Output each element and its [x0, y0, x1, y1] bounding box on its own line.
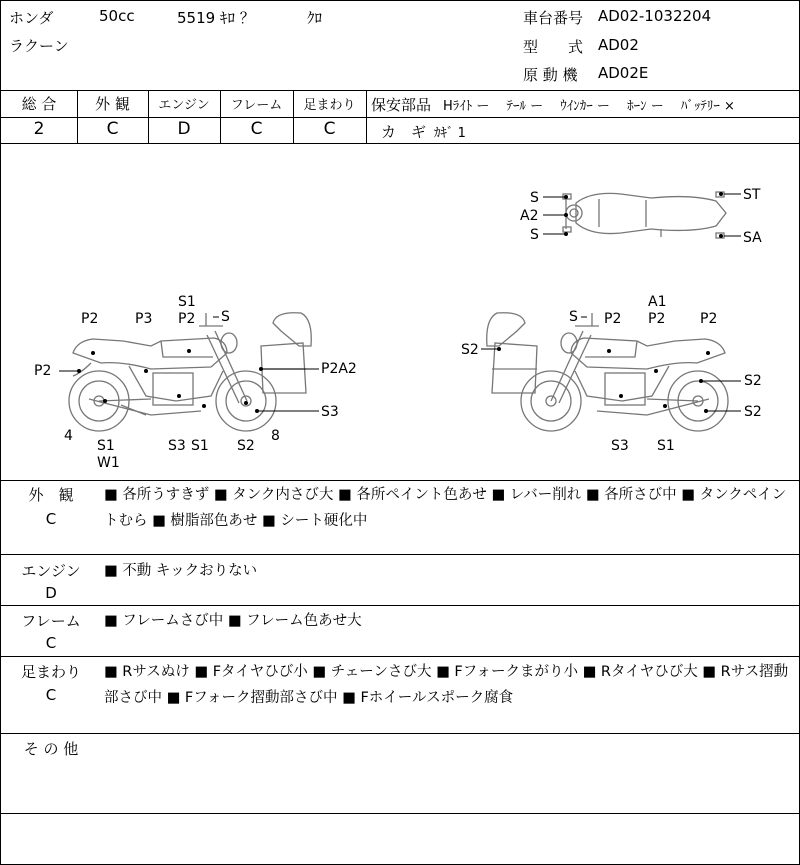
top-label: S	[530, 190, 539, 206]
top-label: S	[530, 227, 539, 243]
grade-suspension: C	[323, 119, 336, 139]
left-label: 8	[271, 428, 280, 444]
key-label: カ ギ	[381, 123, 427, 141]
leader-lines	[59, 194, 741, 411]
right-label: S3	[611, 438, 629, 454]
remark-grade-engine: D	[45, 584, 57, 602]
color: ｸﾛ	[307, 9, 323, 27]
damage-diagram	[1, 143, 800, 481]
right-label: P2	[604, 311, 622, 327]
remark-label-suspension: 足まわり	[20, 663, 81, 681]
remark-label-engine: エンジン	[21, 562, 81, 580]
grade-engine: D	[177, 119, 191, 139]
right-side-motorcycle	[487, 313, 728, 431]
safety-items: Hﾗｲﾄ ー ﾃｰﾙ ー ｳｲﾝｶｰ ー ﾎｰﾝ ー ﾊﾞｯﾃﾘｰ ×	[443, 99, 735, 114]
right-label: S2	[461, 342, 479, 358]
top-label: A2	[520, 208, 539, 224]
remark-grade-exterior: C	[45, 510, 57, 528]
rule	[1, 90, 800, 91]
engine-code: AD02E	[598, 64, 649, 82]
grade-exterior: C	[106, 119, 119, 139]
left-label: W1	[97, 455, 120, 471]
remark-grade-frame: C	[45, 634, 57, 652]
engine-label: 原 動 機	[523, 66, 578, 84]
grade-overall: 2	[33, 119, 45, 139]
top-view-motorcycle	[563, 192, 726, 238]
left-label: P2	[81, 311, 99, 327]
right-label: P2	[700, 311, 718, 327]
left-label: P2	[178, 311, 196, 327]
left-label: S	[221, 309, 230, 325]
left-label: S1	[191, 438, 209, 454]
rule	[366, 117, 800, 118]
right-label: S2	[744, 404, 762, 420]
frame-no-label: 車台番号	[523, 9, 584, 27]
rule	[1, 813, 800, 814]
displacement: 50cc	[99, 7, 135, 25]
right-label: S	[569, 309, 578, 325]
remark-text-suspension: ■ Rサスぬけ ■ Fタイヤひび小 ■ チェーンさび大 ■ Fフォークまがり小 ■ Rタイヤひび大 ■ Rサス摺動部さび中 ■ Fフォーク摺動部さび中 ■ Fホイールスポーク腐食	[104, 664, 789, 706]
rule	[1, 480, 800, 481]
key-value: ｶｷﾞ 1	[434, 126, 466, 141]
mileage: 5519 ｷﾛ ？	[177, 9, 255, 27]
grade-frame: C	[250, 119, 263, 139]
grade-header-exterior: 外 観	[95, 95, 130, 113]
rule	[1, 117, 366, 118]
left-side-motorcycle	[69, 313, 311, 431]
remark-text-frame: ■ フレームさび中 ■ フレーム色あせ大	[104, 613, 362, 629]
rule	[1, 554, 800, 555]
left-label: P2A2	[321, 361, 357, 377]
rule	[1, 656, 800, 657]
left-label: S3	[168, 438, 186, 454]
right-label: S1	[657, 438, 675, 454]
remark-label-other: そ の 他	[23, 740, 79, 758]
rule	[1, 605, 800, 606]
left-label: S1	[178, 294, 196, 310]
model-code: AD02	[598, 36, 639, 54]
model-code-label: 型 式	[523, 38, 584, 56]
remark-label-frame: フレーム	[21, 612, 81, 630]
remark-grade-suspension: C	[45, 686, 57, 704]
grade-header-frame: フレーム	[230, 98, 283, 113]
left-label: 4	[64, 428, 73, 444]
right-label: P2	[648, 311, 666, 327]
remark-label-exterior: 外 観	[28, 486, 74, 504]
remark-text-exterior: ■ 各所うすきず ■ タンク内さび大 ■ 各所ペイント色あせ ■ レバー削れ ■ 各所さび中 ■ タンクペイントむら ■ 樹脂部色あせ ■ シート硬化中	[104, 487, 787, 529]
frame-no: AD02-1032204	[598, 7, 712, 25]
top-label: ST	[743, 187, 761, 203]
left-label: S1	[97, 438, 115, 454]
maker-name: ホンダ	[9, 9, 54, 27]
left-label: S2	[237, 438, 255, 454]
safety-label: 保安部品	[371, 96, 432, 114]
grade-header-overall: 総 合	[21, 95, 57, 113]
leader-dots	[77, 192, 723, 413]
model-name: ラクーン	[9, 37, 69, 55]
rule	[1, 733, 800, 734]
grade-header-suspension: 足まわり	[303, 98, 356, 113]
left-label: S3	[321, 404, 339, 420]
rule	[366, 90, 367, 143]
right-label: A1	[648, 294, 667, 310]
left-label: P2	[34, 363, 52, 379]
left-label: P3	[135, 311, 153, 327]
right-label: S2	[744, 373, 762, 389]
remark-text-engine: ■ 不動 キックおりない	[104, 563, 258, 579]
top-label: SA	[743, 230, 762, 246]
grade-header-engine: エンジン	[158, 98, 210, 113]
